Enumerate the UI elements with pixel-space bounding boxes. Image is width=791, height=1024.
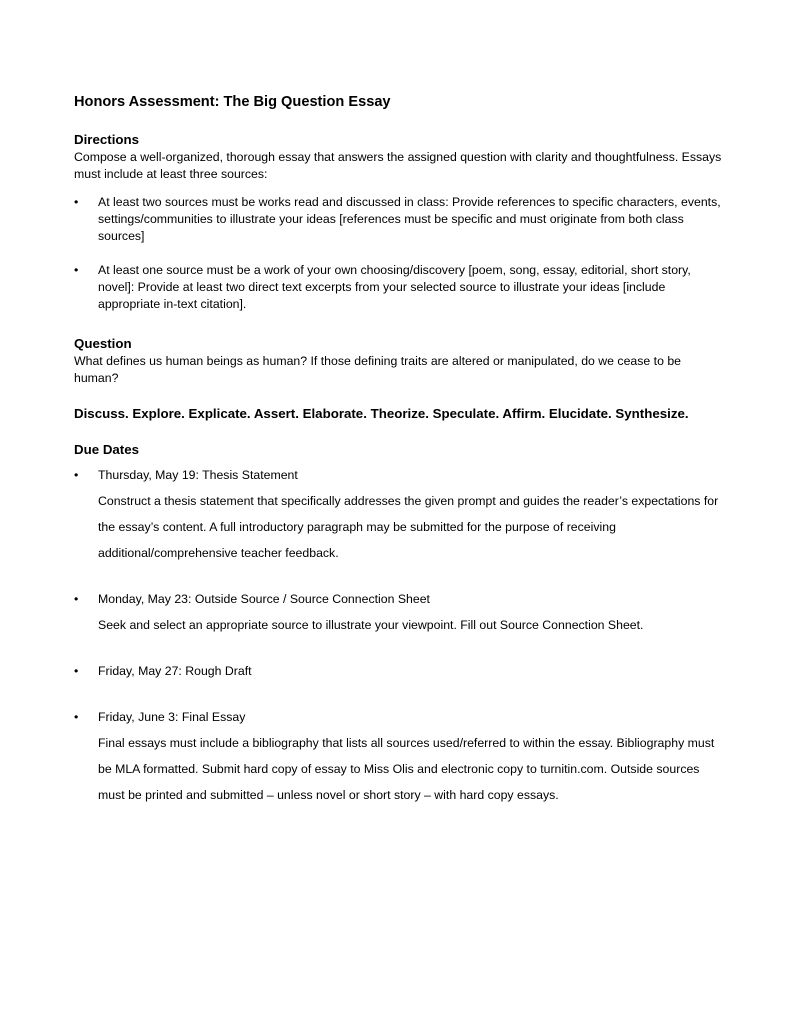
document-title: Honors Assessment: The Big Question Essay [74,94,391,110]
due-date-detail: Construct a thesis statement that specifically addresses the given prompt and guides the reader’s expectations for the essay’s content. A full introductory paragraph may be submitted for the purpose of receiving additional/comprehensive teacher feedback. [98,494,719,560]
bullet-icon: • [74,664,79,678]
bullet-text: At least two sources must be works read and discussed in class: Provide references to specific characters, events, settings/communities to illustrate your ideas [references must be specific and must originate from both class sources] [98,195,721,243]
task-verbs: Discuss. Explore. Explicate. Assert. Elaborate. Theorize. Speculate. Affirm. Elucidate. Synthesize. [74,406,689,421]
document-page [74,92,724,808]
directions-heading: Directions [74,132,140,147]
directions-section [74,131,724,313]
question-text: What defines us human beings as human? If those defining traits are altered or manipulated, do we cease to be human? [74,354,682,385]
bullet-text: At least one source must be a work of your own choosing/discovery [poem, song, essay, editorial, short story, novel]: Provide at least two direct text excerpts from your selected source to illustrate your ideas [include appropriate in-text citation]. [98,263,691,311]
list-item [74,658,724,684]
bullet-icon: • [74,263,79,277]
list-item [74,262,724,313]
due-date-label: Friday, May 27: Rough Draft [98,664,252,678]
list-item [74,586,724,638]
bullet-icon: • [74,195,79,209]
due-date-label: Monday, May 23: Outside Source / Source Connection Sheet [98,592,430,606]
list-item [74,704,724,808]
bullet-icon: • [74,710,79,724]
due-dates-list [74,462,724,808]
due-date-detail: Seek and select an appropriate source to illustrate your viewpoint. Fill out Source Connection Sheet. [98,618,644,632]
list-item [74,194,724,245]
directions-bullet-list [74,194,724,313]
due-date-label: Friday, June 3: Final Essay [98,710,246,724]
due-dates-heading: Due Dates [74,442,140,457]
bullet-icon: • [74,468,79,482]
due-date-detail: Final essays must include a bibliography that lists all sources used/referred to within the essay. Bibliography must be MLA formatted. Submit hard copy of essay to Miss Olis and electronic copy to turnitin.com. Outside sources must be printed and submitted – unless novel or short story – with hard copy essays. [98,736,715,802]
list-item [74,462,724,566]
bullet-icon: • [74,592,79,606]
question-section [74,335,724,387]
due-date-label: Thursday, May 19: Thesis Statement [98,468,298,482]
question-heading: Question [74,336,132,351]
due-dates-section [74,441,724,808]
directions-intro: Compose a well-organized, thorough essay that answers the assigned question with clarity and thoughtfulness. Essays must include at least three sources: [74,150,722,181]
